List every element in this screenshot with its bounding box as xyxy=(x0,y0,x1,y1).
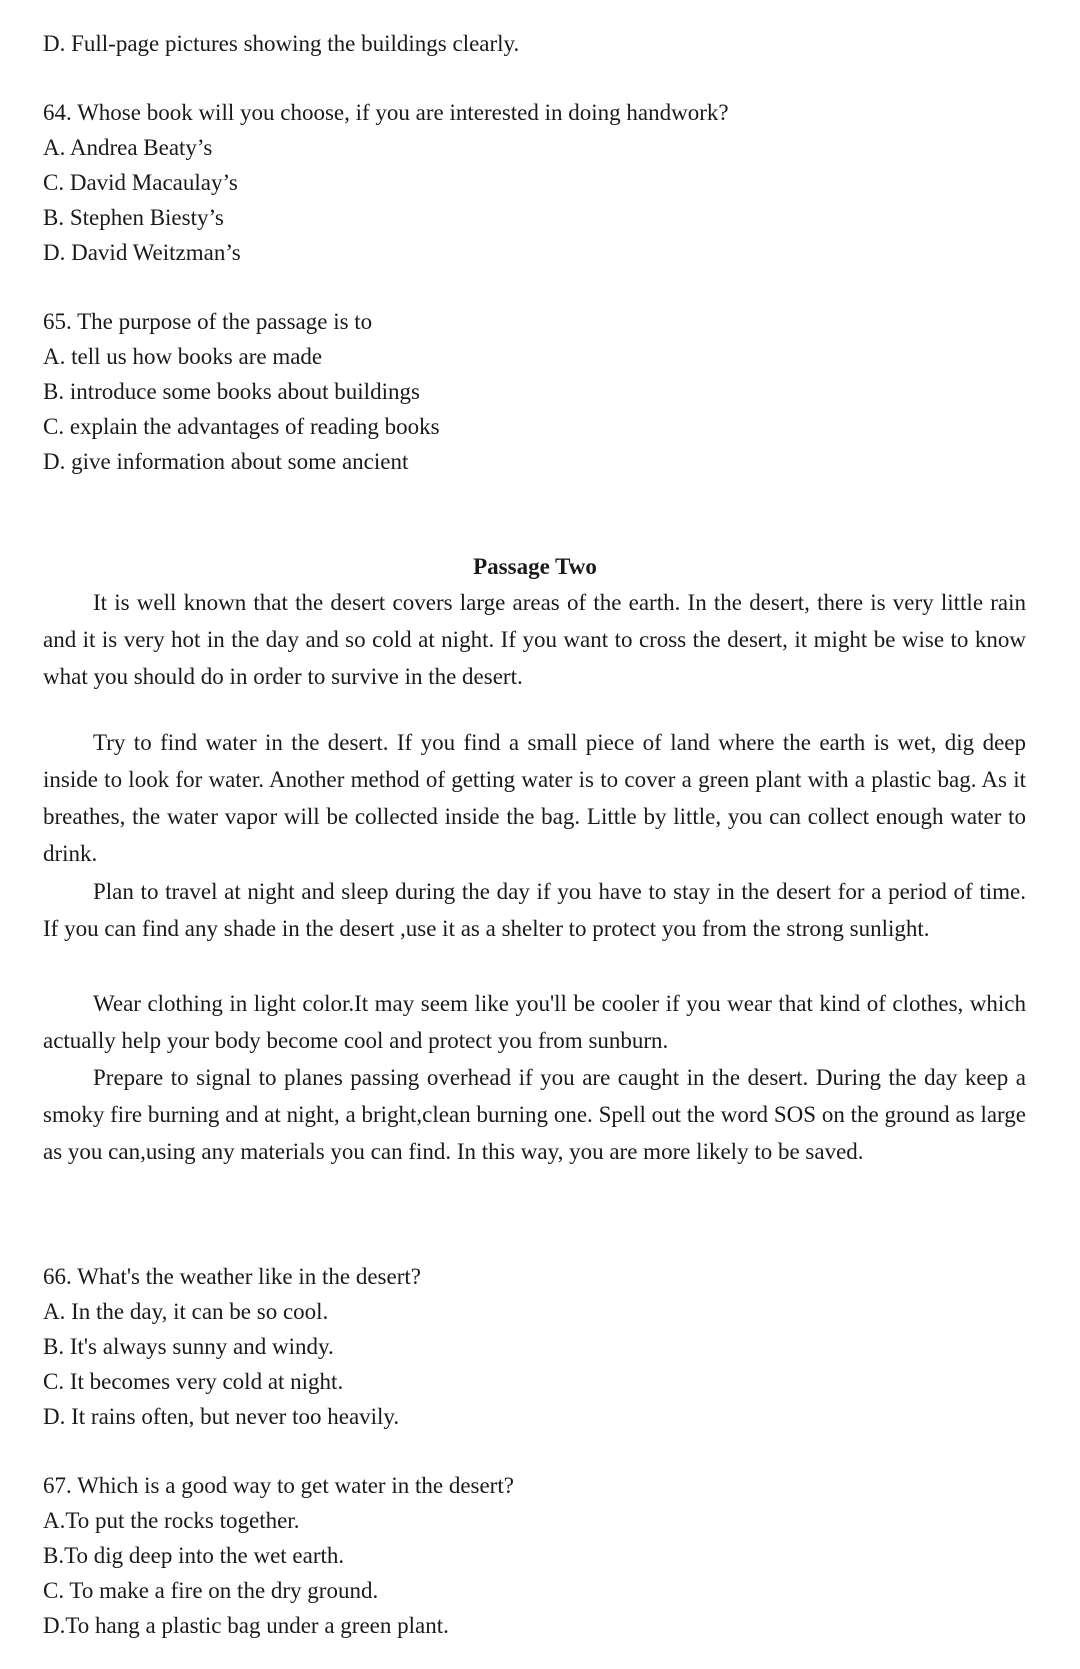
passage-paragraph xyxy=(43,724,1026,872)
question-65-option: C. explain the advantages of reading books xyxy=(43,414,440,439)
question-67-option: B.To dig deep into the wet earth. xyxy=(43,1543,345,1568)
previous-option-d: D. Full-page pictures showing the buildings clearly. xyxy=(43,31,520,56)
question-64-option: B. Stephen Biesty’s xyxy=(43,205,224,230)
question-65-stem: 65. The purpose of the passage is to xyxy=(43,309,373,334)
question-67-stem: 67. Which is a good way to get water in the desert? xyxy=(43,1473,514,1498)
question-66-option: C. It becomes very cold at night. xyxy=(43,1369,344,1394)
passage-paragraph xyxy=(43,584,1026,695)
passage-title: Passage Two xyxy=(473,554,597,579)
passage-paragraph-text: It is well known that the desert covers large areas of the earth. In the desert, there is very little rain and it is very hot in the day and so cold at night. If you want to cross the desert, it might be wise to know what you should do in order to survive in the desert. xyxy=(43,590,1026,689)
question-64-option: A. Andrea Beaty’s xyxy=(43,135,213,160)
question-65-option: A. tell us how books are made xyxy=(43,344,323,369)
question-66-option: D. It rains often, but never too heavily. xyxy=(43,1404,400,1429)
passage-paragraph xyxy=(43,985,1026,1059)
question-67-option: A.To put the rocks together. xyxy=(43,1508,300,1533)
question-66-option: B. It's always sunny and windy. xyxy=(43,1334,334,1359)
question-66-option: A. In the day, it can be so cool. xyxy=(43,1299,329,1324)
question-67-option: D.To hang a plastic bag under a green plant. xyxy=(43,1613,449,1638)
passage-paragraph-text: Wear clothing in light color.It may seem like you'll be cooler if you wear that kind of clothes, which actually help your body become cool and protect you from sunburn. xyxy=(43,991,1026,1053)
question-66-stem: 66. What's the weather like in the desert? xyxy=(43,1264,421,1289)
question-64-option: C. David Macaulay’s xyxy=(43,170,238,195)
question-65-option: B. introduce some books about buildings xyxy=(43,379,420,404)
question-64-stem: 64. Whose book will you choose, if you are interested in doing handwork? xyxy=(43,100,729,125)
passage-paragraph-text: Prepare to signal to planes passing overhead if you are caught in the desert. During the day keep a smoky fire burning and at night, a bright,clean burning one. Spell out the word SOS on the ground as large as you can,using any materials you can find. In this way, you are more likely to be saved. xyxy=(43,1065,1026,1164)
question-64-option: D. David Weitzman’s xyxy=(43,240,241,265)
passage-paragraph-text: Try to find water in the desert. If you find a small piece of land where the earth is wet, dig deep inside to look for water. Another method of getting water is to cover a green plant with a plastic bag. As it breathes, the water vapor will be collected inside the bag. Little by little, you can collect enough water to drink. xyxy=(43,730,1026,866)
question-67-option: C. To make a fire on the dry ground. xyxy=(43,1578,379,1603)
passage-paragraph xyxy=(43,873,1026,947)
question-65-option: D. give information about some ancient xyxy=(43,449,409,474)
passage-paragraph-text: Plan to travel at night and sleep during the day if you have to stay in the desert for a period of time. If you can find any shade in the desert ,use it as a shelter to protect you from the strong sunlight. xyxy=(43,879,1026,941)
passage-paragraph xyxy=(43,1059,1026,1170)
